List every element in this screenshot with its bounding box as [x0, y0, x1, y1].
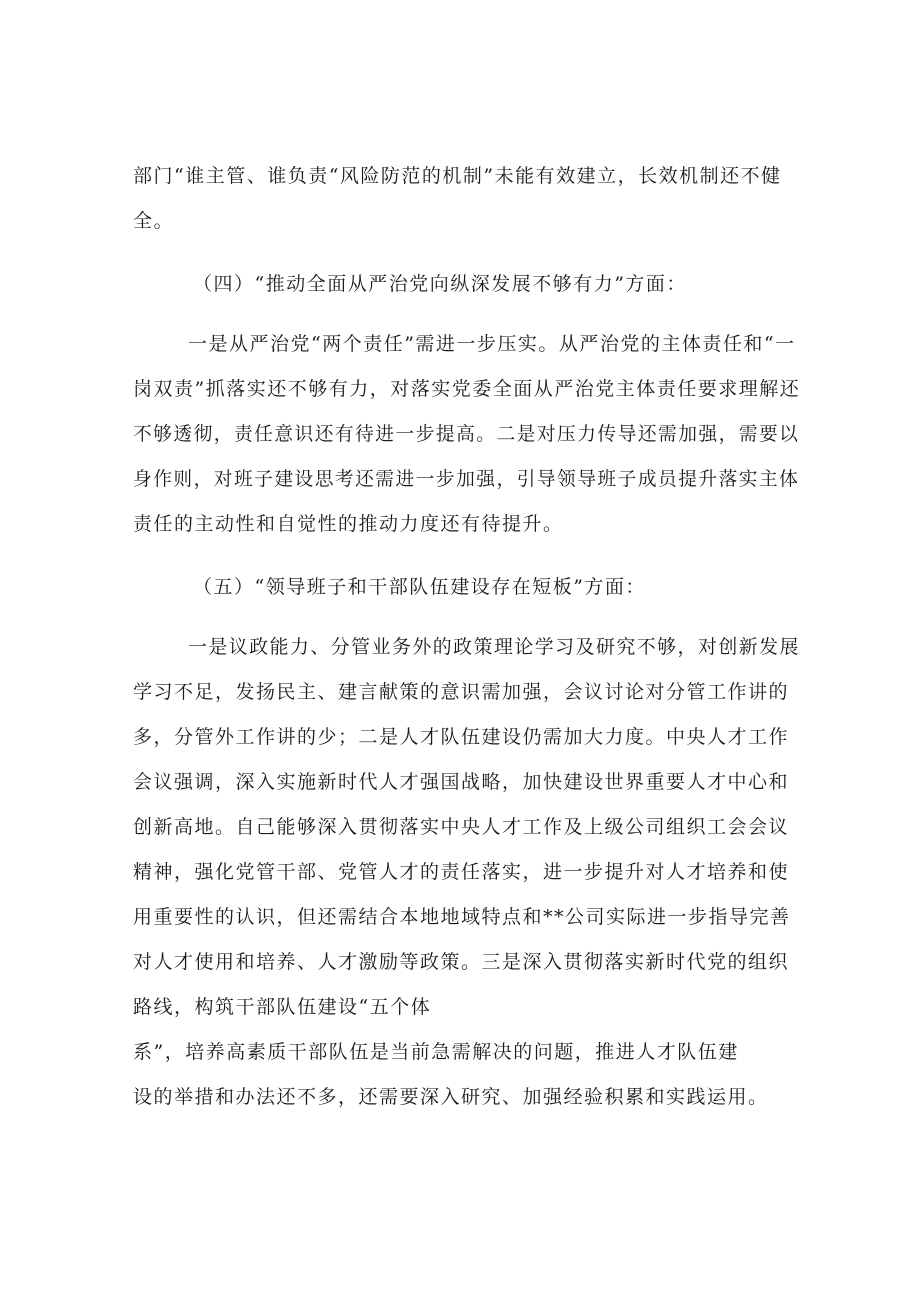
text-line-15: 精神，强化党管干部、党管人才的责任落实，进一步提升对人才培养和使: [133, 861, 790, 883]
text-line-13: 会议强调，深入实施新时代人才强国战略，加快建设世界重要人才中心和: [133, 771, 790, 793]
text-line-7: 身作则，对班子建设思考还需进一步加强，引导领导班子成员提升落实主体: [133, 468, 800, 490]
text-line-16: 用重要性的认识，但还需结合本地地域特点和**公司实际进一步指导完善: [133, 906, 791, 928]
text-line-18: 路线，构筑干部队伍建设“五个体: [133, 996, 432, 1018]
text-line-20: 设的举措和办法还不多，还需要深入研究、加强经验积累和实践运用。: [133, 1086, 769, 1108]
text-line-10: 一是议政能力、分管业务外的政策理论学习及研究不够，对创新发展: [188, 636, 800, 658]
text-line-17: 对人才使用和培养、人才激励等政策。三是深入贯彻落实新时代党的组织: [133, 951, 790, 973]
text-line-6: 不够透彻，责任意识还有待进一步提高。二是对压力传导还需加强，需要以: [133, 423, 800, 445]
text-line-4: 一是从严治党“两个责任”需进一步压实。从严治党的主体责任和“一: [188, 333, 796, 355]
text-line-8: 责任的主动性和自觉性的推动力度还有待提升。: [133, 513, 564, 535]
text-line-2: 全。: [133, 210, 175, 232]
text-line-12: 多，分管外工作讲的少；二是人才队伍建设仍需加大力度。中央人才工作: [133, 726, 790, 748]
section-heading-4: （四）“推动全面从严治党向纵深发展不够有力”方面：: [193, 273, 687, 295]
text-line-5: 岗双责”抓落实还不够有力，对落实党委全面从严治党主体责任要求理解还: [133, 378, 801, 400]
text-line-1: 部门“谁主管、谁负责“风险防范的机制”未能有效建立，长效机制还不健: [133, 165, 782, 187]
text-line-19: 系”，培养高素质干部队伍是当前急需解决的问题，推进人才队伍建: [133, 1041, 739, 1063]
text-line-11: 学习不足，发扬民主、建言献策的意识需加强，会议讨论对分管工作讲的: [133, 681, 790, 703]
text-line-14: 创新高地。自己能够深入贯彻落实中央人才工作及上级公司组织工会会议: [133, 816, 790, 838]
section-heading-5: （五）“领导班子和干部队伍建设存在短板”方面：: [193, 576, 646, 598]
